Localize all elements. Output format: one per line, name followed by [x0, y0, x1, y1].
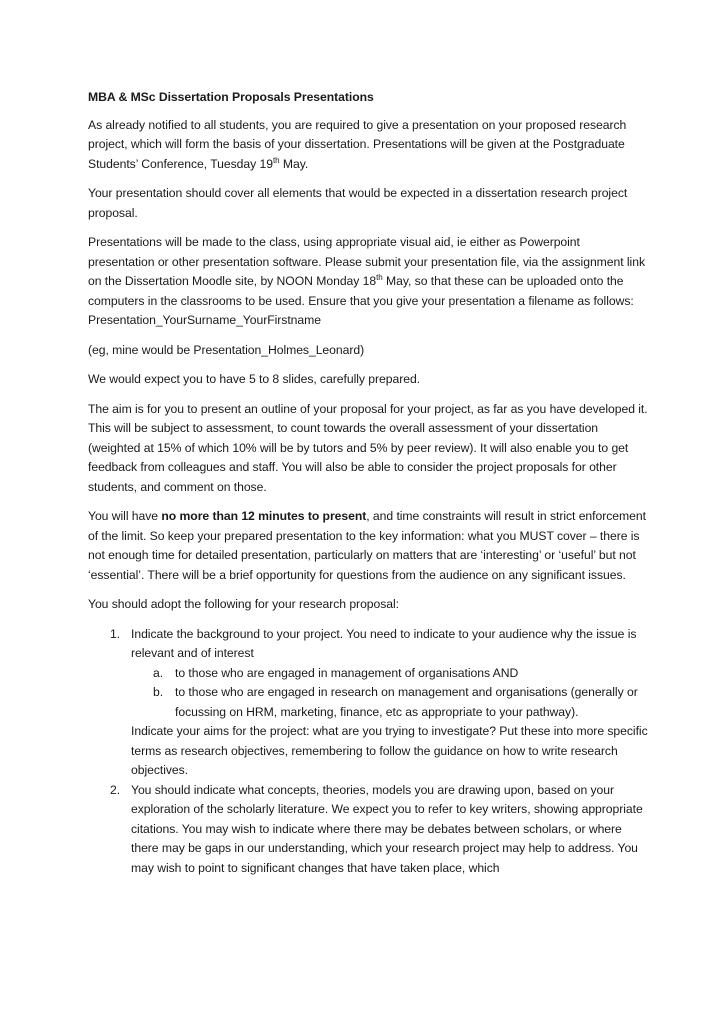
ordinal-suffix: th — [376, 272, 383, 282]
time-limit-text: You will have — [88, 509, 162, 523]
paragraph-coverage: Your presentation should cover all elements that would be expected in a dissertation research project proposal. — [88, 186, 628, 220]
list-item-number: 2. — [110, 782, 121, 797]
paragraph-intro-end: May. — [279, 156, 309, 171]
sub-list-item-text: to those who are engaged in management of organisations AND — [175, 665, 519, 680]
document-title: MBA & MSc Dissertation Proposals Presentations — [88, 90, 374, 104]
sub-list-item-letter: a. — [153, 665, 164, 680]
time-limit-text-end: , and time constraints will result in strict enforcement of the limit. So keep your prepared presentation to the key information: what you MUST cover – there is not enough time for detailed presentation, particularly on matters that are ‘interesting’ or ‘useful’ but not ‘essential’. There will be a brief opportunity for questions from the audience on any significant issues. — [88, 509, 646, 582]
paragraph-example: (eg, mine would be Presentation_Holmes_Leonard) — [88, 342, 365, 357]
paragraph-intro-text: As already notified to all students, you are required to give a presentation on your proposed research project, which will form the basis of your dissertation. Presentations will be given at the Postgraduate Students’ Conference, Tuesday 19 — [88, 117, 627, 171]
paragraph-intro — [88, 116, 648, 175]
sub-list-item-letter: b. — [153, 685, 164, 699]
sub-list-item — [131, 664, 648, 684]
proposal-steps-list — [88, 625, 648, 879]
time-limit-emphasis: no more than 12 minutes to present — [161, 509, 367, 523]
list-item — [88, 781, 648, 879]
paragraph-submission-end: May, so that these can be uploaded onto the computers in the classrooms to be used. Ensure that you give your presentation a filename as follows: — [88, 274, 634, 308]
paragraph-submission — [88, 233, 648, 311]
document-page — [88, 88, 648, 878]
filename-format: Presentation_YourSurname_YourFirstname — [88, 313, 321, 327]
sub-list — [131, 664, 648, 723]
sub-list-item-text: to those who are engaged in research on management and organisations (generally or focussing on HRM, marketing, finance, etc as appropriate to your pathway). — [175, 685, 638, 719]
ordinal-suffix: th — [272, 155, 280, 165]
paragraph-time-limit — [88, 507, 648, 585]
paragraph-adopt: You should adopt the following for your research proposal: — [88, 597, 400, 611]
list-item-aims-text: Indicate your aims for the project: what are you trying to investigate? Put these into more specific terms as research objectives, remembering to follow the guidance on how to write research objectives. — [131, 724, 648, 777]
sub-list-item — [131, 683, 648, 722]
paragraph-aim: The aim is for you to present an outline of your proposal for your project, as far as you have developed it. This will be subject to assessment, to count towards the overall assessment of your dissertation (weighted at 15% of which 10% will be by tutors and 5% by peer review). It will also enable you to get feedback from colleagues and staff. You will also be able to consider the project proposals for other students, and comment on those. — [88, 401, 648, 494]
paragraph-slides: We would expect you to have 5 to 8 slides, carefully prepared. — [88, 372, 421, 386]
list-item-number: 1. — [110, 626, 121, 641]
paragraph-submission-text: Presentations will be made to the class, using appropriate visual aid, ie either as Powerpoint presentation or other presentation software. Please submit your presentation file, via the assignment link on the Dissertation Moodle site, by NOON Monday 18 — [88, 235, 645, 288]
list-item-text: Indicate the background to your project. You need to indicate to your audience why the issue is relevant and of interest — [131, 626, 637, 660]
list-item — [88, 625, 648, 781]
list-item-text: You should indicate what concepts, theories, models you are drawing upon, based on your exploration of the scholarly literature. We expect you to refer to key writers, showing appropriate citations. You may wish to indicate where there may be debates between scholars, or where there may be gaps in our understanding, which your research project may help to address. You may wish to point to significant changes that have taken place, which — [131, 782, 643, 875]
